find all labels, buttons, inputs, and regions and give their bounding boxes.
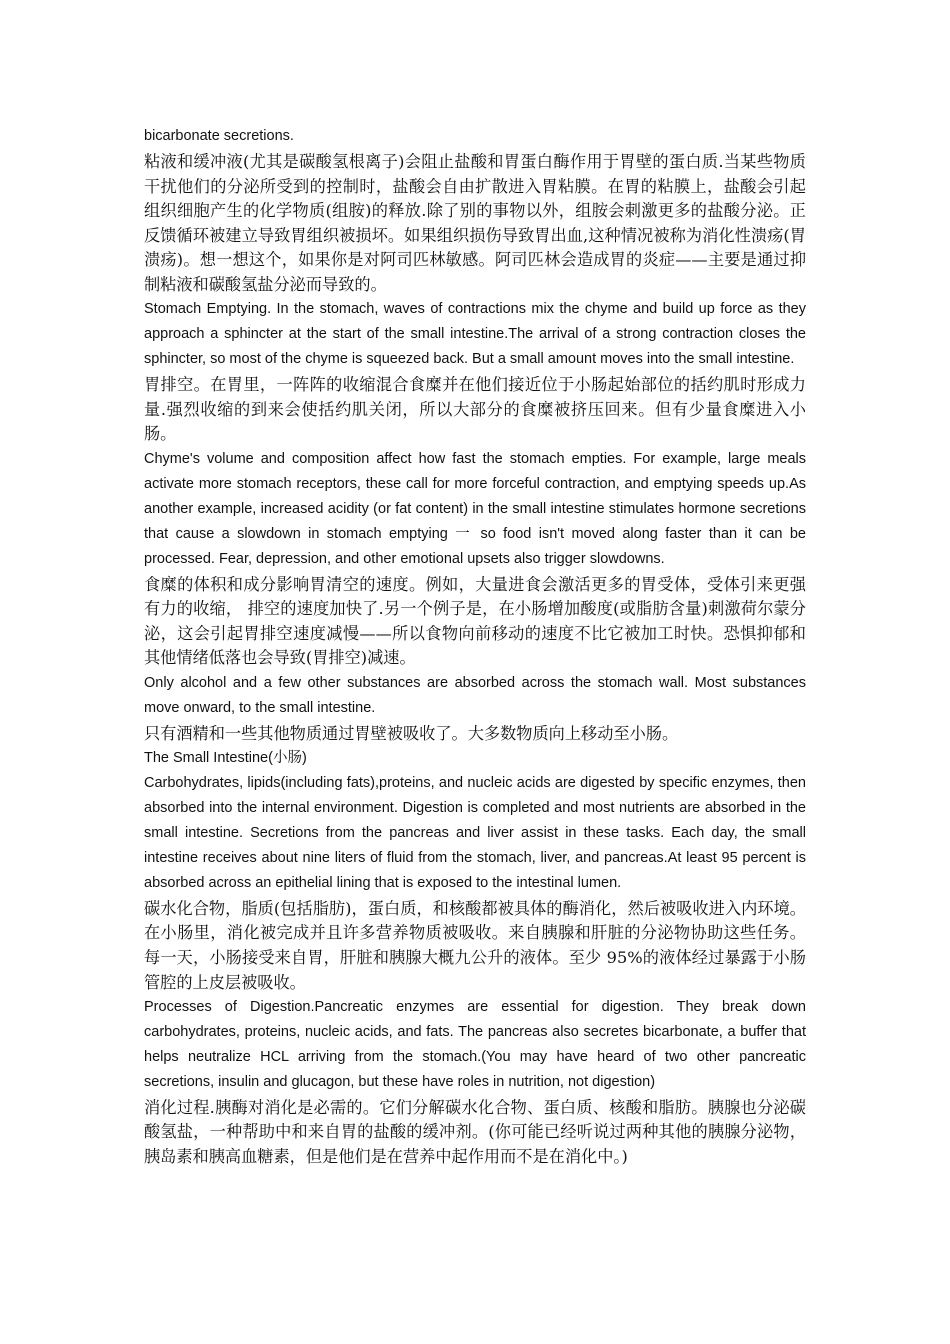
paragraph-zh-digestion-enzymes: 碳水化合物，脂质(包括脂肪)，蛋白质，和核酸都被具体的酶消化，然后被吸收进入内环境。在小肠里，消化被完成并且许多营养物质被吸收。来自胰腺和肝脏的分泌物协助这些任务。每一天，小肠接受来自胃，肝脏和胰腺大概九公升的液体。至少 95%的液体经过暴露于小肠管腔的上皮层被吸收。 <box>144 898 806 992</box>
paragraph-zh-processes-of-digestion: 消化过程.胰酶对消化是必需的。它们分解碳水化合物、蛋白质、核酸和脂肪。胰腺也分泌碳酸氢盐，一种帮助中和来自胃的盐酸的缓冲剂。(你可能已经听说过两种其他的胰腺分泌物，胰岛素和胰高血糖素，但是他们是在营养中起作用而不是在消化中。) <box>144 1097 806 1166</box>
paragraph-en-bicarbonate-tail: bicarbonate secretions. <box>144 128 294 144</box>
paragraph-en-alcohol-absorption: Only alcohol and a few other substances are absorbed across the stomach wall. Most substances move onward, to the small intestine. <box>144 674 806 716</box>
paragraph-zh-mucus-buffer: 粘液和缓冲液(尤其是碳酸氢根离子)会阻止盐酸和胃蛋白酶作用于胃壁的蛋白质.当某些物质干扰他们的分泌所受到的控制时，盐酸会自由扩散进入胃粘膜。在胃的粘膜上，盐酸会引起组织细胞产生的化学物质(组胺)的释放.除了别的事物以外，组胺会刺激更多的盐酸分泌。正反馈循环被建立导致胃组织被损坏。如果组织损伤导致胃出血,这种情况被称为消化性溃疡(胃溃疡)。想一想这个，如果你是对阿司匹林敏感。阿司匹林会造成胃的炎症——主要是通过抑制粘液和碳酸氢盐分泌而导致的。 <box>144 151 806 294</box>
paragraph-en-chyme-volume: Chyme's volume and composition affect how fast the stomach empties. For example, large meals activate more stomach receptors, these call for more forceful contraction, and emptying speeds up.As another example, increased acidity (or fat content) in the small intestine stimulates hormone secretions that cause a slowdown in stomach emptying 一 so food isn't moved along faster than it can be processed. Fear, depression, and other emotional upsets also trigger slowdowns. <box>144 450 806 567</box>
section-heading-small-intestine: The Small Intestine(小肠) <box>144 750 307 767</box>
paragraph-zh-stomach-emptying: 胃排空。在胃里，一阵阵的收缩混合食糜并在他们接近位于小肠起始部位的括约肌时形成力量.强烈收缩的到来会使括约肌关闭，所以大部分的食糜被挤压回来。但有少量食糜进入小肠。 <box>144 375 806 444</box>
paragraph-en-stomach-emptying: Stomach Emptying. In the stomach, waves of contractions mix the chyme and build up force as they approach a sphincter at the start of the small intestine.The arrival of a strong contraction closes the sphincter, so most of the chyme is squeezed back. But a small amount moves into the small intestine. <box>144 301 806 368</box>
paragraph-zh-alcohol-absorption: 只有酒精和一些其他物质通过胃壁被吸收了。大多数物质向上移动至小肠。 <box>144 723 679 743</box>
paragraph-en-digestion-enzymes: Carbohydrates, lipids(including fats),proteins, and nucleic acids are digested by specific enzymes, then absorbed into the internal environment. Digestion is completed and most nutrients are absorbed in the small intestine. Secretions from the pancreas and liver assist in these tasks. Each day, the small intestine receives about nine liters of fluid from the stomach, liver, and pancreas.At least 95 percent is absorbed across an epithelial lining that is exposed to the intestinal lumen. <box>144 775 806 891</box>
paragraph-en-processes-of-digestion: Processes of Digestion.Pancreatic enzymes are essential for digestion. They break down carbohydrates, proteins, nucleic acids, and fats. The pancreas also secretes bicarbonate, a buffer that helps neutralize HCL arriving from the stomach.(You may have heard of two other pancreatic secretions, insulin and glucagon, but these have roles in nutrition, not digestion) <box>144 999 806 1090</box>
document-page <box>144 124 806 1170</box>
paragraph-zh-chyme-volume: 食糜的体积和成分影响胃清空的速度。例如，大量进食会激活更多的胃受体，受体引来更强有力的收缩， 排空的速度加快了.另一个例子是，在小肠增加酸度(或脂肪含量)刺激荷尔蒙分泌，这会引起胃排空速度减慢——所以食物向前移动的速度不比它被加工时快。恐惧抑郁和其他情绪低落也会导致(胃排空)减速。 <box>144 574 806 668</box>
